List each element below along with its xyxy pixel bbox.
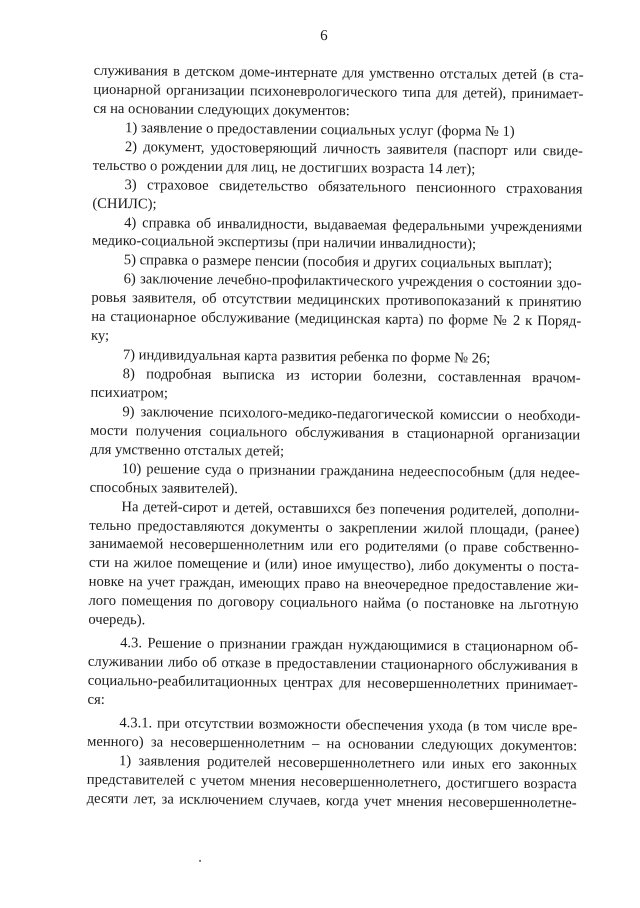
text-line: десяти лет, за исключением случаев, когда учет мнения несовершеннолетне- xyxy=(86,790,577,812)
list-item-2: 2) документ, удостоверяющий личность заявителя (паспорт или свиде- xyxy=(124,138,583,160)
document-body xyxy=(87,62,584,813)
list-item-1: 1) заявления родителей несовершеннолетнего или иных его законных xyxy=(118,752,578,774)
text-line: социально-реабилитационных центрах для несовершеннолетних принимает- xyxy=(87,672,578,694)
paragraph-orphans: На детей-сирот и детей, оставшихся без попечения родителей, дополни- xyxy=(121,498,580,520)
scan-speck xyxy=(199,860,201,862)
text-line: ку; xyxy=(91,327,110,345)
text-line: ровья заявителя, об отсутствии медицинских противопоказаний к принятию xyxy=(91,290,582,311)
text-line: представителей с учетом мнения несовершеннолетнего, достигшего возраста xyxy=(86,771,577,793)
page-number: 6 xyxy=(320,27,328,45)
text-line: для умственно отсталых детей; xyxy=(89,441,285,460)
text-line: тельство о рождении для лиц, не достигших возраста 14 лет); xyxy=(92,157,476,178)
list-item-10: 10) решение суда о признании гражданина недееспособным (для недее- xyxy=(121,460,580,482)
list-item-5: 5) справка о размере пенсии (пособия и других социальных выплат); xyxy=(123,252,553,273)
text-line: очередь). xyxy=(88,611,146,629)
text-line: ционарной организации психоневрологического типа для детей), принимает- xyxy=(93,81,584,103)
text-line: способных заявителей). xyxy=(89,479,238,497)
text-line: лого помещения по договору социального найма (о постановке на льготную xyxy=(88,593,579,614)
list-item-4: 4) справка об инвалидности, выдаваемая федеральными учреждениями xyxy=(124,214,583,236)
text-line: занимаемой несовершеннолетним или его родителями (о праве собственно- xyxy=(89,536,580,557)
text-line: новке на учет граждан, имеющих право на внеочередное предоставление жи- xyxy=(88,574,579,595)
text-line: (СНИЛС); xyxy=(92,195,157,212)
text-line: мости получения социального обслуживания в стационарной организации xyxy=(90,422,581,444)
section-4-3-1: 4.3.1. при отсутствии возможности обеспечения ухода (в том числе вре- xyxy=(119,714,578,736)
text-line: служивании либо об отказе в предоставлении стационарного обслуживания в xyxy=(87,653,579,675)
list-item-9: 9) заключение психолого-медико-педагогической комиссии о необходи- xyxy=(122,403,581,425)
list-item-7: 7) индивидуальная карта развития ребенка по форме № 26; xyxy=(122,347,491,367)
text-line: ся на основании следующих документов: xyxy=(93,100,350,120)
list-item-1: 1) заявление о предоставлении социальных услуг (форма № 1) xyxy=(125,119,515,140)
section-4-3: 4.3. Решение о признании граждан нуждающимися в стационарном об- xyxy=(120,635,579,656)
text-line: сти на жилое помещение и (или) иное имущество), либо документы о поста- xyxy=(88,555,579,576)
text-line: психиатром; xyxy=(90,384,169,402)
text-line: на стационарное обслуживание (медицинская карта) по форме № 2 к Поряд- xyxy=(91,308,582,330)
list-item-8: 8) подробная выписка из истории болезни, составленная врачом- xyxy=(122,366,581,387)
list-item-6: 6) заключение лечебно-профилактического учреждения о состоянии здо- xyxy=(123,271,582,292)
text-line: менного) за несовершеннолетним – на основании следующих документов: xyxy=(87,733,578,755)
text-line: служивания в детском доме-интернате для умственно отсталых детей (в ста- xyxy=(93,62,584,84)
text-line: ся: xyxy=(87,691,105,708)
list-item-3: 3) страховое свидетельство обязательного пенсионного страхования xyxy=(124,176,583,198)
text-line: медико-социальной экспертизы (при наличии инвалидности); xyxy=(91,233,477,253)
text-line: тельно предоставляются документы о закреплении жилой площади, (ранее) xyxy=(89,517,580,538)
